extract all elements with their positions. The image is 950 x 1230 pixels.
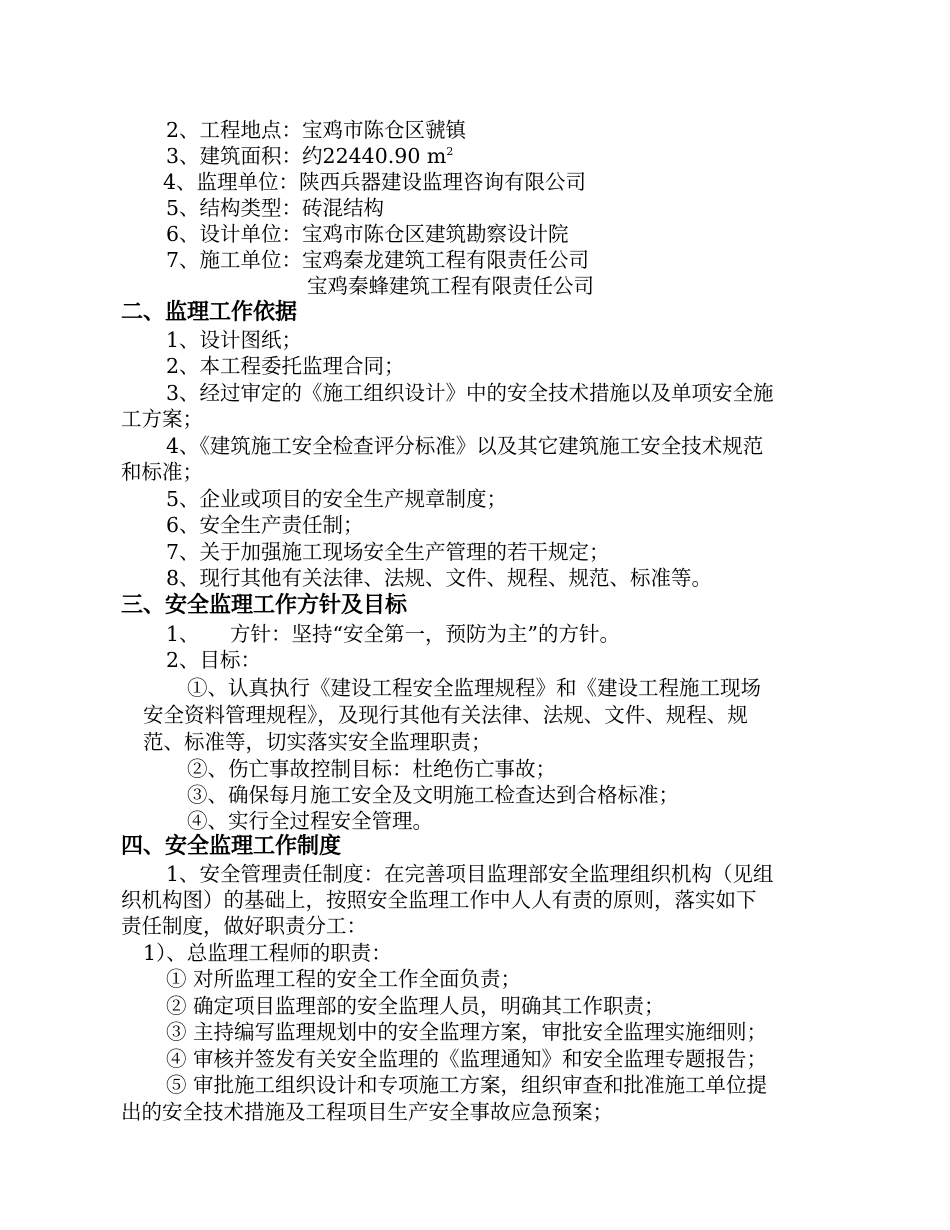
section-2-item-cont: 工方案； xyxy=(121,407,203,431)
section-2-item: 4、《建筑施工安全检查评分标准》以及其它建筑施工安全技术规范 xyxy=(166,434,764,458)
project-area xyxy=(166,143,453,169)
section-3-heading: 三、安全监理工作方针及目标 xyxy=(121,593,408,618)
section-4-duty: ⑤ 审批施工组织设计和专项施工方案，组织审查和批准施工单位提 xyxy=(166,1073,768,1097)
section-2-item: 2、本工程委托监理合同； xyxy=(166,354,405,378)
section-4-item-cont: 织机构图）的基础上，按照安全监理工作中人人有责的原则，落实如下 xyxy=(121,888,757,912)
project-structure: 5、结构类型：砖混结构 xyxy=(166,196,385,220)
project-contractor-1: 7、施工单位：宝鸡秦龙建筑工程有限责任公司 xyxy=(166,248,590,272)
project-contractor-2: 宝鸡秦蜂建筑工程有限责任公司 xyxy=(307,274,594,298)
section-2-item: 3、经过审定的《施工组织设计》中的安全技术措施以及单项安全施 xyxy=(166,381,774,405)
section-4-duty: ③ 主持编写监理规划中的安全监理方案，审批安全监理实施细则； xyxy=(166,1020,768,1044)
section-4-duty: ① 对所监理工程的安全工作全面负责； xyxy=(166,967,522,991)
section-2-item: 8、现行其他有关法律、法规、文件、规程、规范、标准等。 xyxy=(166,566,713,590)
section-3-item-cont: 安全资料管理规程》，及现行其他有关法律、法规、文件、规程、规 xyxy=(143,703,748,727)
section-2-item: 1、设计图纸； xyxy=(166,328,303,352)
section-3-item: ①、认真执行《建设工程安全监理规程》和《建设工程施工现场 xyxy=(187,676,761,700)
section-3-goal: 2、目标： xyxy=(166,648,262,672)
section-3-item: ②、伤亡事故控制目标：杜绝伤亡事故； xyxy=(187,757,556,781)
section-4-duty: ④ 审核并签发有关安全监理的《监理通知》和安全监理专题报告； xyxy=(166,1047,768,1071)
section-2-item: 6、安全生产责任制； xyxy=(166,513,364,537)
section-2-item: 7、关于加强施工现场安全生产管理的若干规定； xyxy=(166,540,610,564)
section-4-duty: ② 确定项目监理部的安全监理人员，明确其工作职责； xyxy=(166,994,665,1018)
section-4-heading: 四、安全监理工作制度 xyxy=(121,834,342,859)
section-4-subheading: 1）、总监理工程师的职责： xyxy=(143,941,392,965)
section-4-item: 1、安全管理责任制度：在完善项目监理部安全监理组织机构（见组 xyxy=(166,862,774,886)
section-3-policy-number: 1、 xyxy=(166,622,200,646)
section-4-item-cont: 责任制度，做好职责分工： xyxy=(121,914,367,938)
project-designer: 6、设计单位：宝鸡市陈仓区建筑勘察设计院 xyxy=(166,222,569,246)
area-unit-superscript: 2 xyxy=(446,145,454,159)
section-3-item-cont: 范、标准等，切实落实安全监理职责； xyxy=(143,730,492,754)
section-3-item: ④、实行全过程安全管理。 xyxy=(187,809,433,833)
section-3-policy: 方针：坚持“安全第一，预防为主”的方针。 xyxy=(230,622,620,646)
project-supervisor: 4、监理单位：陕西兵器建设监理咨询有限公司 xyxy=(163,170,587,194)
section-3-item: ③、确保每月施工安全及文明施工检查达到合格标准； xyxy=(187,783,679,807)
section-2-heading: 二、监理工作依据 xyxy=(121,300,298,325)
project-area-text: 3、建筑面积：约22440.90 m xyxy=(166,144,447,168)
section-4-duty-cont: 出的安全技术措施及工程项目生产安全事故应急预案； xyxy=(121,1100,613,1124)
section-2-item-cont: 和标准； xyxy=(121,460,203,484)
project-location: 2、工程地点：宝鸡市陈仓区虢镇 xyxy=(166,118,467,142)
section-2-item: 5、企业或项目的安全生产规章制度； xyxy=(166,487,508,511)
